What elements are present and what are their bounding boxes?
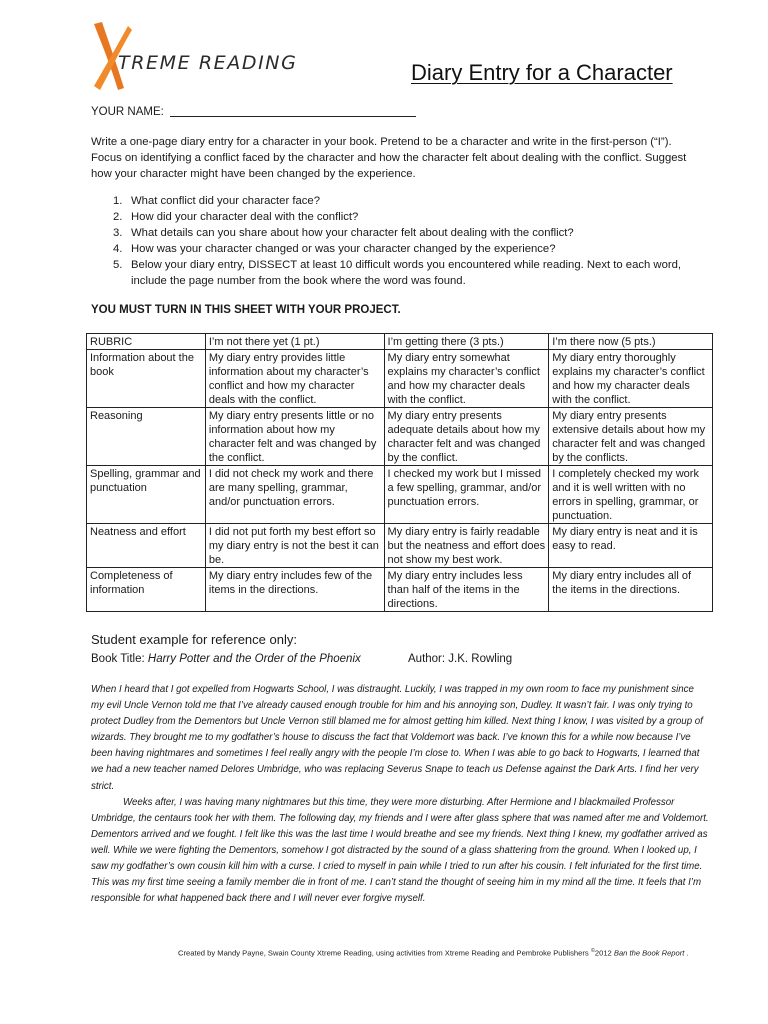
table-row	[87, 524, 713, 568]
copyright-symbol: ©	[590, 948, 595, 954]
question-text: Below your diary entry, DISSECT at least 10 difficult words you encountered while reading. Next to each word, include the page number from the book where the word was found.	[131, 259, 682, 287]
name-label: YOUR NAME:	[91, 106, 164, 118]
turn-in-notice: YOU MUST TURN IN THIS SHEET WITH YOUR PROJECT.	[91, 304, 401, 316]
table-cell: My diary entry is fairly readable but the neatness and effort does not show my best work.	[384, 524, 549, 568]
table-row	[87, 466, 713, 524]
question-list	[91, 193, 691, 289]
list-item	[91, 193, 691, 209]
column-header: I’m getting there (3 pts.)	[384, 334, 549, 350]
book-author: Author: J.K. Rowling	[408, 653, 513, 665]
column-header: I’m not there yet (1 pt.)	[205, 334, 384, 350]
table-cell: My diary entry includes all of the items in the directions.	[549, 568, 713, 612]
page-footer	[178, 948, 698, 958]
table-cell: I checked my work but I missed a few spelling, grammar, and/or punctuation errors.	[384, 466, 549, 524]
name-field-row	[91, 104, 416, 118]
rubric-criterion: Completeness of information	[87, 568, 206, 612]
book-info-row	[91, 653, 711, 665]
instructions-paragraph: Write a one-page diary entry for a character in your book. Pretend to be a character and write in the first-person (“I”). Focus on identifying a conflict faced by the character and how the character felt about dealing with the conflict. Suggest how your character might have been changed by the experience.	[91, 136, 687, 180]
list-item	[91, 241, 691, 257]
table-row	[87, 350, 713, 408]
list-item	[91, 257, 691, 289]
footer-year: 2012	[594, 948, 614, 958]
table-row	[87, 408, 713, 466]
book-title-label: Book Title:	[91, 653, 148, 665]
question-number: 5.	[113, 259, 123, 271]
rubric-criterion: Information about the book	[87, 350, 206, 408]
table-cell: My diary entry includes less than half of the items in the directions.	[384, 568, 549, 612]
rubric-criterion: Neatness and effort	[87, 524, 206, 568]
table-cell: I did not put forth my best effort so my diary entry is not the best it can be.	[205, 524, 384, 568]
table-cell: My diary entry provides little information about my character’s conflict and how my character deals with the conflict.	[205, 350, 384, 408]
table-cell: My diary entry thoroughly explains my character’s conflict and how my character deals with the conflict.	[549, 350, 713, 408]
footer-book-title: Ban the Book Report	[613, 948, 685, 958]
rubric-criterion: Reasoning	[87, 408, 206, 466]
rubric-criterion: Spelling, grammar and punctuation	[87, 466, 206, 524]
question-text: How was your character changed or was your character changed by the experience?	[131, 243, 556, 255]
name-blank-line[interactable]	[170, 104, 416, 117]
question-number: 2.	[113, 211, 123, 223]
column-header: RUBRIC	[87, 334, 206, 350]
question-number: 4.	[113, 243, 123, 255]
list-item	[91, 209, 691, 225]
document-title: Diary Entry for a Character	[411, 60, 673, 85]
essay-paragraph-2: Weeks after, I was having many nightmares but this time, they were more disturbing. After Hermione and I blackmailed Professor Umbridge, the centaurs took her with them. The following day, my friends and I were after glass sphere that was named after me and Voldemort. Dementors arrived and we fought. I felt like this was the last time I would breathe and see my friends. Next thing I knew, my godfather arrived as well. While we were fighting the Dementors, somehow I got distracted by the sound of a glass shattering from the ground. When I looked up, I saw my godfather’s own cousin kill him with a curse. I cried to myself in pain while I tried to run after his cousin. I felt infuriated for the first time. This was my first time seeing a family member die in front of me. I can’t stand the thought of seeing him in my mind all the time. It feels that I’m responsible for what happened back there and I will never ever forgive myself.	[91, 796, 709, 905]
table-cell: I completely checked my work and it is well written with no errors in spelling, grammar, or punctuation.	[549, 466, 713, 524]
list-item	[91, 225, 691, 241]
table-cell: My diary entry includes few of the items in the directions.	[205, 568, 384, 612]
footer-credit: Created by Mandy Payne, Swain County Xtreme Reading, using activities from Xtreme Reading and Pembroke Publishers	[178, 948, 591, 958]
table-cell: I did not check my work and there are many spelling, grammar, and/or punctuation errors.	[205, 466, 384, 524]
question-number: 3.	[113, 227, 123, 239]
question-text: What details can you share about how your character felt about dealing with the conflict?	[131, 227, 574, 239]
rubric-table	[86, 333, 713, 612]
table-cell: My diary entry presents adequate details about how my character felt and was changed by the conflict.	[384, 408, 549, 466]
logo-text: TREME READING	[118, 52, 298, 74]
question-text: How did your character deal with the conflict?	[131, 211, 359, 223]
question-text: What conflict did your character face?	[131, 195, 320, 207]
example-heading: Student example for reference only:	[91, 632, 297, 647]
xtreme-reading-logo	[84, 22, 314, 90]
column-header: I’m there now (5 pts.)	[549, 334, 713, 350]
book-title: Harry Potter and the Order of the Phoenix	[147, 653, 361, 665]
table-header-row	[87, 334, 713, 350]
question-number: 1.	[113, 195, 123, 207]
table-row	[87, 568, 713, 612]
essay-paragraph-1: When I heard that I got expelled from Hogwarts School, I was distraught. Luckily, I was trapped in my own room to face my punishment since my evil Uncle Vernon told me that I’ve already caused enough trouble for him and his annoying son, Dudley. It wasn’t fair. I was only trying to protect Dudley from the Dementors but Uncle Vernon still blamed me for almost getting him killed. Next thing I know, I was visited by a group of wizards. They brought me to my godfather’s house to discuss the fact that Voldemort was back. I’ve known this for a while now because I’ve been having nightmares and sometimes I feel really angry with the people I’m close to. When I was able to go back to Hogwarts, I learned that we had a new teacher named Delores Umbridge, who was replacing Severus Snape to teach us Defense against the Dark Arts. I find her very strict.	[91, 684, 703, 792]
table-cell: My diary entry presents little or no information about how my character felt and was changed by the conflict.	[205, 408, 384, 466]
table-cell: My diary entry presents extensive details about how my character felt and was changed by the conflicts.	[549, 408, 713, 466]
table-cell: My diary entry is neat and it is easy to read.	[549, 524, 713, 568]
footer-end: .	[684, 948, 689, 958]
table-cell: My diary entry somewhat explains my character’s conflict and how my character deals with the conflict.	[384, 350, 549, 408]
example-diary-entry	[91, 682, 709, 907]
